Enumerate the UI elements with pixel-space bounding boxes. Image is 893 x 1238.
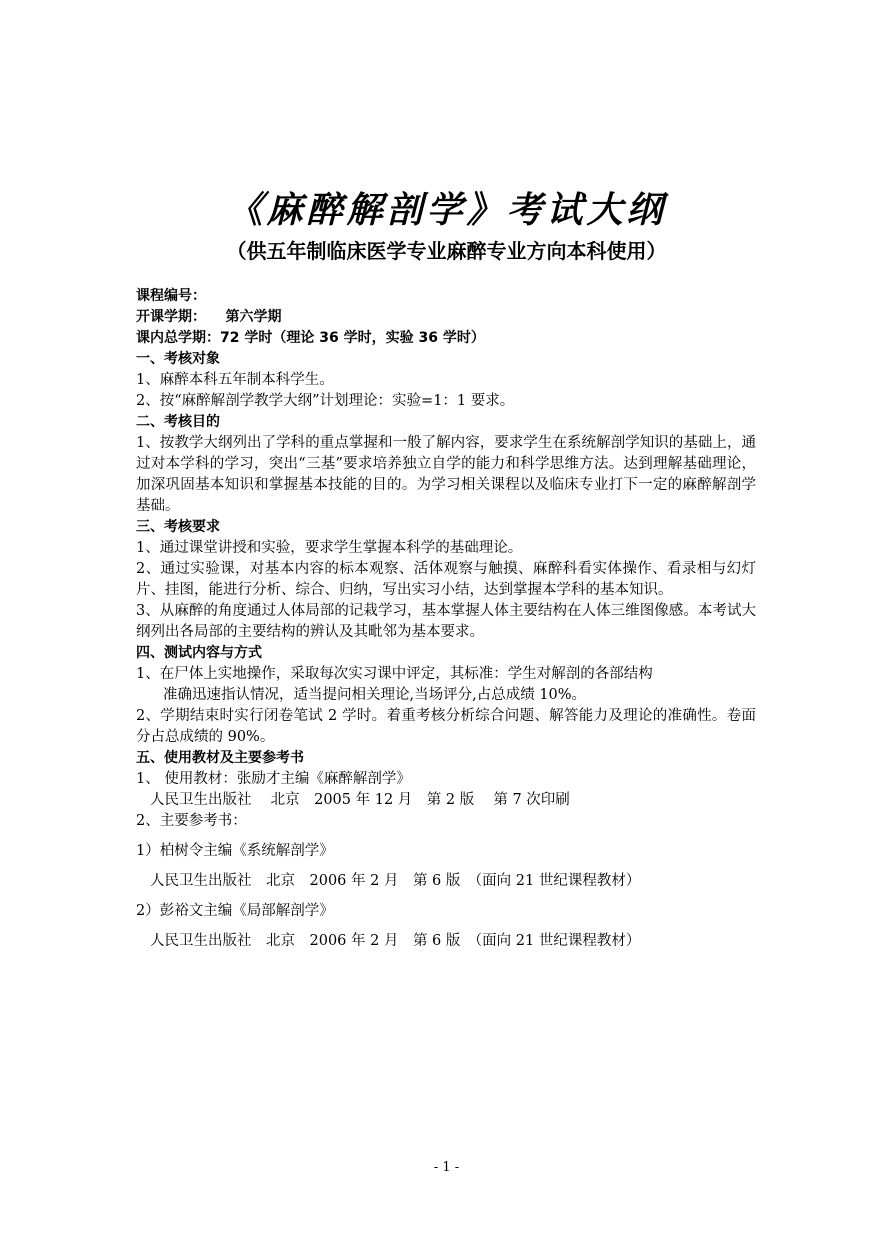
reference-1: 1）柏树令主编《系统解剖学》 [136, 843, 334, 859]
reference-2-publisher: 人民卫生出版社 北京 2006 年 2 月 第 6 版 （面向 21 世纪课程教材） [150, 933, 641, 949]
section-3-item-1: 1、通过课堂讲授和实验，要求学生掌握本科学的基础理论。 [136, 540, 523, 556]
references-label: 2、主要参考书： [136, 813, 247, 829]
section-heading-1: 一、考核对象 [136, 351, 220, 367]
section-4-item-2: 2、学期结束时实行闭卷笔试 2 学时。着重考核分析综合问题、解答能力及理论的准确性。卷面分占总成绩的 90%。 [136, 708, 756, 745]
reference-2: 2）彭裕文主编《局部解剖学》 [136, 903, 334, 919]
textbook-line: 1、 使用教材：张励才主编《麻醉解剖学》 [136, 771, 411, 787]
section-3-item-3: 3、从麻醉的角度通过人体局部的记栽学习，基本掌握人体主要结构在人体三维图像感。本考试大纲列出各局部的主要结构的辨认及其毗邻为基本要求。 [136, 603, 756, 640]
document-title: 《麻醉解剖学》考试大纲 [226, 189, 667, 231]
semester-value: 第六学期 [225, 309, 282, 325]
course-code: 课程编号： [136, 288, 206, 304]
section-3-item-2: 2、通过实验课，对基本内容的标本观察、活体观察与触摸、麻醉科看实体操作、看录相与幻灯片、挂图，能进行分析、综合、归纳，写出实习小结，达到掌握本学科的基本知识。 [136, 561, 756, 598]
semester-label: 开课学期： [136, 309, 206, 325]
course-hours: 课内总学期：72 学时（理论 36 学时，实验 36 学时） [136, 330, 485, 346]
section-heading-4: 四、测试内容与方式 [136, 645, 262, 661]
reference-1-publisher: 人民卫生出版社 北京 2006 年 2 月 第 6 版 （面向 21 世纪课程教材） [150, 873, 641, 889]
page-number: - 1 - [433, 1160, 460, 1175]
section-heading-5: 五、使用教材及主要参考书 [136, 750, 304, 766]
document-subtitle: （供五年制临床医学专业麻醉专业方向本科使用） [226, 239, 667, 263]
section-2-item-1: 1、按教学大纲列出了学科的重点掌握和一般了解内容，要求学生在系统解剖学知识的基础上，通过对本学科的学习，突出“三基”要求培养独立自学的能力和科学思维方法。达到理解基础理论，加深巩固基本知识和掌握基本技能的目的。为学习相关课程以及临床专业打下一定的麻醉解剖学基础。 [136, 435, 756, 514]
section-1-item-1: 1、麻醉本科五年制本科学生。 [136, 372, 334, 388]
section-4-item-1-cont: 准确迅速指认情况，适当提问相关理论,当场评分,占总成绩 10%。 [163, 687, 587, 703]
textbook-publisher: 人民卫生出版社 北京 2005 年 12 月 第 2 版 第 7 次印刷 [150, 792, 570, 808]
section-1-item-2: 2、按“麻醉解剖学教学大纲”计划理论：实验=1：1 要求。 [136, 393, 515, 409]
document-body [136, 286, 756, 952]
section-heading-2: 二、考核目的 [136, 414, 220, 430]
section-heading-3: 三、考核要求 [136, 519, 220, 535]
semester-row [136, 307, 756, 328]
section-4-item-1: 1、在尸体上实地操作，采取每次实习课中评定，其标准：学生对解剖的各部结构 [136, 666, 653, 682]
